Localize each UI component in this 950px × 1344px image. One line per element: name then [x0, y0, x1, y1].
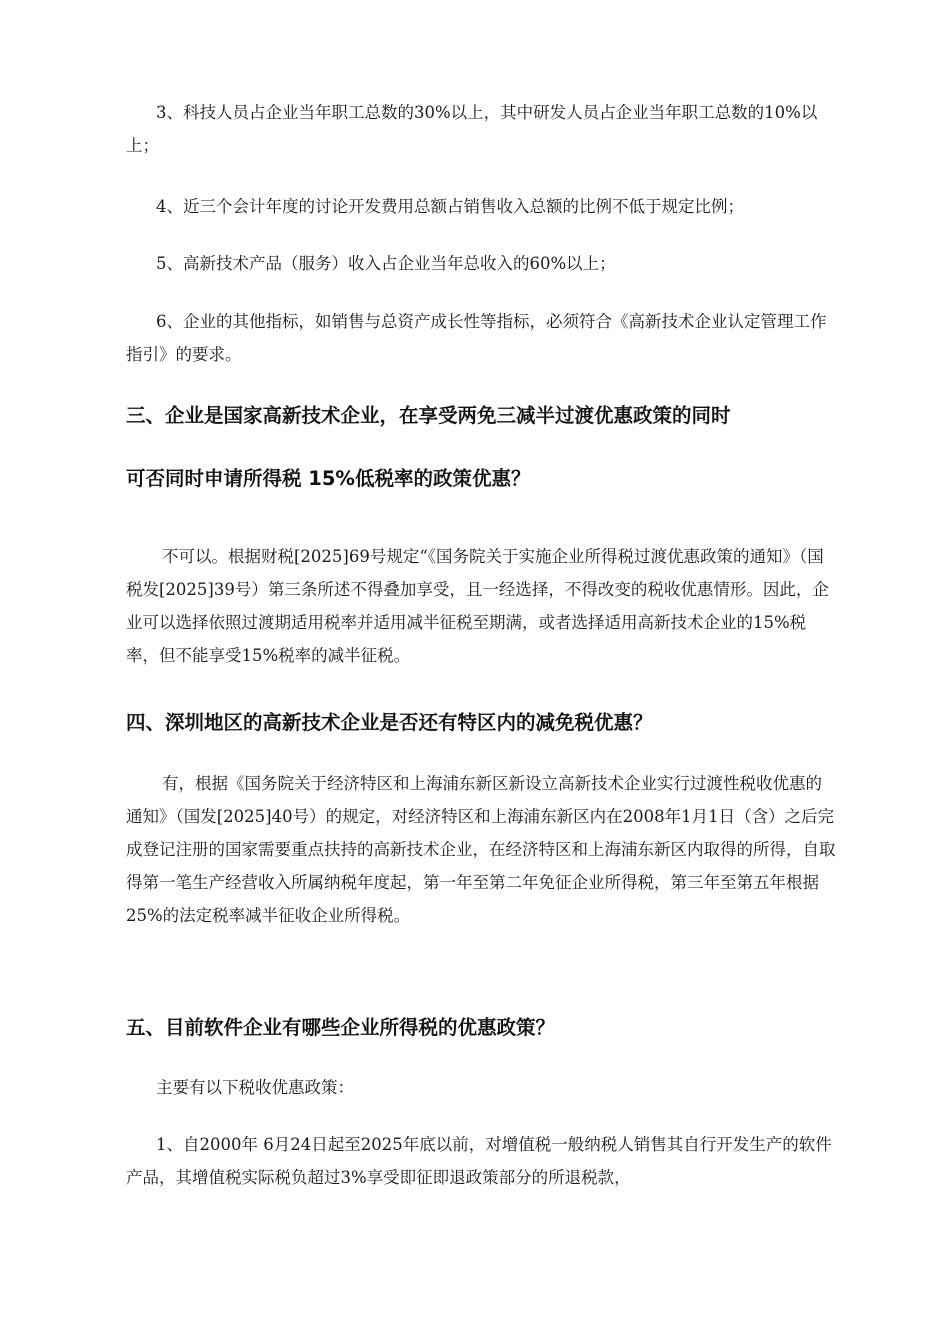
list-item-4: 4、近三个会计年度的讨论开发费用总额占销售收入总额的比例不低于规定比例； [156, 197, 744, 216]
section-3-heading-line-1: 三、企业是国家高新技术企业，在享受两免三减半过渡优惠政策的同时 [126, 404, 731, 427]
list-item-5: 5、高新技术产品（服务）收入占企业当年总收入的60%以上； [156, 254, 616, 273]
list-item-3: 3、科技人员占企业当年职工总数的30%以上，其中研发人员占企业当年职工总数的10%以上； [126, 103, 818, 155]
section-5-intro: 主要有以下税收优惠政策： [156, 1078, 354, 1097]
list-item-6: 6、企业的其他指标，如销售与总资产成长性等指标，必须符合《高新技术企业认定管理工作指引》的要求。 [126, 312, 827, 364]
section-3-body: 不可以。根据财税[2025]69号规定“《国务院关于实施企业所得税过渡优惠政策的通知》（国税发[2025]39号）第三条所述不得叠加享受，且一经选择，不得改变的税收优惠情形。因此，企业可以选择依照过渡期适用税率并适用减半征税至期满，或者选择适用高新技术企业的15%税率，但不能享受15%税率的减半征税。 [126, 547, 829, 665]
section-3-heading-line-2: 可否同时申请所得税 15%低税率的政策优惠？ [126, 467, 531, 490]
section-5-heading: 五、目前软件企业有哪些企业所得税的优惠政策？ [126, 1016, 556, 1039]
section-5-item-1: 1、自2000年 6月24日起至2025年底以前，对增值税一般纳税人销售其自行开发生产的软件产品，其增值税实际税负超过3%享受即征即退政策部分的所退税款， [126, 1135, 832, 1187]
section-4-body: 有，根据《国务院关于经济特区和上海浦东新区新设立高新技术企业实行过渡性税收优惠的通知》（国发[2025]40号）的规定，对经济特区和上海浦东新区内在2008年1月1日（含）之后完成登记注册的国家需要重点扶持的高新技术企业，在经济特区和上海浦东新区内取得的所得，自取得第一笔生产经营收入所属纳税年度起，第一年至第二年免征企业所得税，第三年至第五年根据25%的法定税率减半征收企业所得税。 [126, 774, 836, 925]
section-4-heading: 四、深圳地区的高新技术企业是否还有特区内的减免税优惠？ [126, 711, 653, 734]
